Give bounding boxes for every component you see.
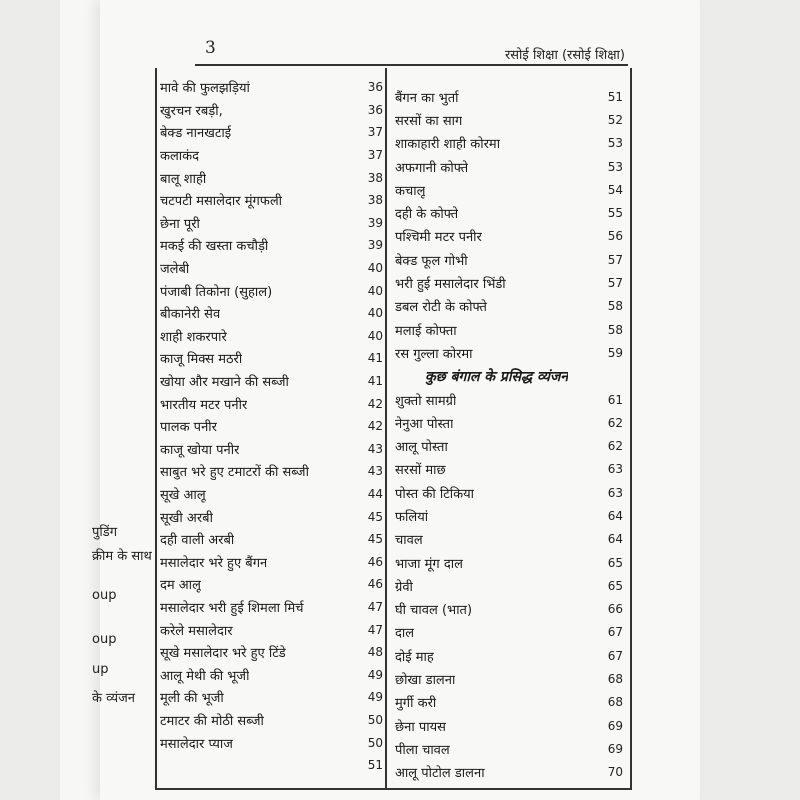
left-page-fragment: up [92, 662, 109, 677]
toc-entry-title: मसालेदार प्याज [160, 736, 233, 752]
toc-entry-page: 65 [607, 578, 623, 593]
toc-entry-page: 46 [367, 577, 383, 592]
toc-entry-page: 67 [607, 625, 623, 640]
toc-entry-page: 64 [607, 532, 623, 547]
toc-entry-page: 53 [607, 136, 623, 151]
toc-entry-title: मसालेदार भरी हुई शिमला मिर्च [160, 600, 304, 616]
toc-entry [160, 392, 385, 415]
toc-entry-page: 43 [367, 464, 383, 479]
toc-entry-page: 63 [607, 485, 623, 500]
toc-entry-title: खोया और मखाने की सब्जी [160, 375, 289, 391]
toc-entry-page: 49 [367, 667, 383, 682]
toc-entry-page: 47 [367, 622, 383, 637]
toc-entry [160, 347, 385, 370]
toc-entry-page: 66 [607, 602, 623, 617]
toc-entry [395, 458, 625, 481]
toc-entry-title: दाल [395, 626, 415, 642]
toc-entry-page: 41 [367, 351, 383, 366]
toc-entry [395, 178, 625, 201]
toc-entry-title: बेक्ड फूल गोभी [395, 253, 468, 269]
toc-entry [160, 302, 385, 325]
toc-entry-page: 50 [367, 712, 383, 727]
toc-entry-page: 36 [367, 80, 383, 95]
toc-entry [395, 691, 625, 714]
toc-entry-title: छेना पायस [395, 719, 446, 735]
toc-entry-page: 64 [607, 508, 623, 523]
toc-entry-title: मुर्गी करी [395, 696, 437, 712]
toc-entry-page: 63 [607, 462, 623, 477]
toc-entry-title: छेना पूरी [160, 216, 200, 232]
toc-entry [395, 108, 625, 131]
toc-entry-page: 62 [607, 415, 623, 430]
toc-entry-title: सरसों माछ [395, 463, 446, 479]
toc-entry-title: आलू पोस्ता [395, 440, 448, 456]
toc-entry-title: टमाटर की मोठी सब्जी [160, 713, 264, 729]
toc-entry-page: 51 [607, 89, 623, 104]
toc-entry-title: अफगानी कोफ्ते [395, 160, 469, 176]
toc-entry [160, 415, 385, 438]
toc-entry-title: बेक्ड नानखटाई [160, 126, 232, 142]
toc-entry-page: 69 [607, 741, 623, 756]
toc-entry [395, 434, 625, 457]
toc-entry-title: पालक पनीर [160, 420, 217, 436]
toc-entry-page: 54 [607, 182, 623, 197]
toc-entry-title: फलियां [395, 509, 429, 525]
toc-entry-title: मसालेदार भरे हुए बैंगन [160, 555, 268, 571]
toc-entry-page: 58 [607, 322, 623, 337]
toc-entry-title: मलाई कोफ्ता [395, 323, 457, 339]
toc-entry [160, 144, 385, 167]
toc-entry-page: 40 [367, 283, 383, 298]
left-page-fragment: oup [92, 588, 117, 603]
toc-entry-page: 44 [367, 486, 383, 501]
toc-entry-title: पश्चिमी मटर पनीर [395, 230, 482, 246]
toc-entry-title: डबल रोटी के कोफ्ते [395, 300, 487, 316]
toc-entry [160, 754, 385, 777]
toc-entry-page: 49 [367, 690, 383, 705]
toc-entry-title: सूखे आलू [160, 487, 206, 503]
toc-entry-page: 39 [367, 215, 383, 230]
toc-entry-page: 68 [607, 695, 623, 710]
toc-entry [160, 483, 385, 506]
toc-entry-title: मूली की भूजी [160, 691, 224, 707]
toc-entry-page: 45 [367, 532, 383, 547]
toc-entry-title: सूखे मसालेदार भरे हुए टिंडे [160, 646, 286, 662]
section-heading [395, 365, 625, 388]
toc-entry-title: चावल [395, 533, 423, 549]
toc-entry [395, 225, 625, 248]
toc-entry-title: करेले मसालेदार [160, 623, 233, 639]
toc-entry [395, 551, 625, 574]
toc-entry-page: 37 [367, 125, 383, 140]
toc-entry-title: बीकानेरी सेव [160, 307, 221, 323]
toc-entry-title: काजू खोया पनीर [160, 442, 240, 458]
toc-entry-page: 46 [367, 554, 383, 569]
toc-entry [395, 737, 625, 760]
toc-entry [395, 85, 625, 108]
toc-entry [395, 667, 625, 690]
toc-entry [160, 121, 385, 144]
toc-entry [160, 166, 385, 189]
toc-entry [160, 460, 385, 483]
toc-entry-title: बैंगन का भुर्ता [395, 90, 459, 106]
toc-entry-title: नेनुआ पोस्ता [395, 416, 454, 432]
toc-entry [160, 212, 385, 235]
running-header: रसोई शिक्षा (रसोई शिक्षा) [504, 48, 625, 63]
toc-entry-title: पोस्त की टिकिया [395, 486, 475, 502]
toc-entry [395, 598, 625, 621]
left-page-fragment: के व्यंजन [92, 691, 135, 706]
toc-entry-title: कचालू [395, 183, 426, 199]
toc-entry-title: शाही शकरपारे [160, 329, 227, 345]
toc-entry [160, 528, 385, 551]
toc-entry-title: खुरचन रबड़ी, [160, 103, 223, 119]
toc-entry-page: 40 [367, 306, 383, 321]
contents-left-column [160, 76, 385, 776]
toc-entry [395, 714, 625, 737]
toc-entry-title: घी चावल (भात) [395, 603, 473, 619]
toc-entry-title: मावे की फुलझड़ियां [160, 81, 250, 97]
toc-entry-title: सूखी अरबी [160, 510, 213, 526]
toc-entry [395, 411, 625, 434]
toc-entry-title: मकई की खस्ता कचौड़ी [160, 239, 269, 255]
toc-entry [395, 621, 625, 644]
toc-entry-page: 61 [607, 392, 623, 407]
toc-entry [395, 481, 625, 504]
toc-entry-page: 68 [607, 672, 623, 687]
toc-entry [395, 761, 625, 784]
toc-entry [160, 709, 385, 732]
toc-entry-title: भरी हुई मसालेदार भिंडी [395, 277, 506, 293]
left-page-fragment: पुडिंग [92, 525, 118, 540]
toc-entry-page: 40 [367, 261, 383, 276]
toc-entry-title: आलू पोटोल डालना [395, 766, 485, 782]
toc-entry [160, 573, 385, 596]
toc-entry-page: 51 [367, 758, 383, 773]
toc-entry [160, 731, 385, 754]
toc-entry-title: छोखा डालना [395, 673, 456, 689]
toc-entry [395, 574, 625, 597]
toc-entry-title: बालू शाही [160, 171, 207, 187]
toc-entry [395, 341, 625, 364]
toc-entry [160, 279, 385, 302]
toc-entry [395, 644, 625, 667]
toc-entry-page: 57 [607, 252, 623, 267]
toc-entry [160, 234, 385, 257]
toc-entry-page: 41 [367, 374, 383, 389]
toc-entry [160, 550, 385, 573]
toc-entry-title: भाजा मूंग दाल [395, 556, 463, 572]
toc-entry-title: रस गुल्ला कोरमा [395, 346, 473, 362]
toc-entry-page: 50 [367, 735, 383, 750]
toc-entry-page: 40 [367, 328, 383, 343]
toc-entry-title: दही के कोफ्ते [395, 207, 459, 223]
contents-right-column [395, 85, 625, 784]
toc-entry [395, 271, 625, 294]
toc-entry [160, 99, 385, 122]
toc-entry [160, 505, 385, 528]
toc-entry-page: 42 [367, 396, 383, 411]
toc-entry [160, 438, 385, 461]
toc-entry-title: शुक्तो सामग्री [395, 393, 457, 409]
toc-entry [395, 248, 625, 271]
toc-entry [395, 155, 625, 178]
toc-entry [160, 686, 385, 709]
toc-entry-page: 62 [607, 439, 623, 454]
toc-entry-title: ग्रेवी [395, 579, 413, 595]
toc-entry [160, 596, 385, 619]
toc-entry-title: दही वाली अरबी [160, 533, 235, 549]
toc-entry-page: 47 [367, 599, 383, 614]
toc-entry-title: सरसों का साग [395, 113, 463, 129]
toc-entry-page: 52 [607, 112, 623, 127]
toc-entry [395, 132, 625, 155]
toc-entry-page: 42 [367, 419, 383, 434]
toc-entry-title: पंजाबी तिकोना (सुहाल) [160, 284, 273, 300]
toc-entry [160, 76, 385, 99]
toc-entry-page: 70 [607, 765, 623, 780]
left-page-fragment: oup [92, 632, 117, 647]
toc-entry [160, 257, 385, 280]
toc-entry-title: जलेबी [160, 262, 190, 278]
toc-entry-page: 38 [367, 193, 383, 208]
toc-entry-page: 45 [367, 509, 383, 524]
toc-entry-page: 67 [607, 648, 623, 663]
header-rule [195, 64, 628, 66]
toc-entry-title: चटपटी मसालेदार मूंगफली [160, 194, 283, 210]
section-heading-title: कुछ बंगाल के प्रसिद्ध व्यंजन [425, 368, 569, 385]
toc-entry [395, 388, 625, 411]
toc-entry [395, 201, 625, 224]
toc-entry-page: 39 [367, 238, 383, 253]
toc-entry [160, 663, 385, 686]
toc-entry [160, 618, 385, 641]
toc-entry-page: 69 [607, 718, 623, 733]
toc-entry [395, 295, 625, 318]
toc-entry-page: 37 [367, 148, 383, 163]
toc-entry-title: काजू मिक्स मठरी [160, 352, 243, 368]
toc-entry-title: कलाकंद [160, 149, 200, 165]
toc-entry-page: 43 [367, 441, 383, 456]
toc-entry [160, 370, 385, 393]
toc-entry-page: 59 [607, 345, 623, 360]
toc-entry-page: 48 [367, 645, 383, 660]
toc-entry-page: 36 [367, 102, 383, 117]
toc-entry [395, 318, 625, 341]
toc-entry-page: 57 [607, 276, 623, 291]
toc-entry-page: 53 [607, 159, 623, 174]
toc-entry-title: शाकाहारी शाही कोरमा [395, 137, 501, 153]
toc-entry [160, 641, 385, 664]
toc-entry-page: 56 [607, 229, 623, 244]
left-page-fragment: क्रीम के साथ [92, 549, 152, 564]
toc-entry [395, 504, 625, 527]
toc-entry-title: पीला चावल [395, 742, 450, 758]
toc-entry-title: साबुत भरे हुए टमाटरों की सब्जी [160, 465, 309, 481]
toc-entry [395, 528, 625, 551]
toc-entry-page: 38 [367, 170, 383, 185]
toc-entry-page: 55 [607, 206, 623, 221]
column-divider [385, 68, 387, 788]
toc-entry [160, 325, 385, 348]
toc-entry-title: दोई माह [395, 649, 434, 665]
toc-entry [160, 189, 385, 212]
toc-entry-page: 65 [607, 555, 623, 570]
toc-entry-title: भारतीय मटर पनीर [160, 397, 248, 413]
toc-entry-page: 58 [607, 299, 623, 314]
page-number: 3 [205, 38, 216, 58]
toc-entry-title: आलू मेथी की भूजी [160, 668, 250, 684]
toc-entry-title: दम आलू [160, 578, 201, 594]
